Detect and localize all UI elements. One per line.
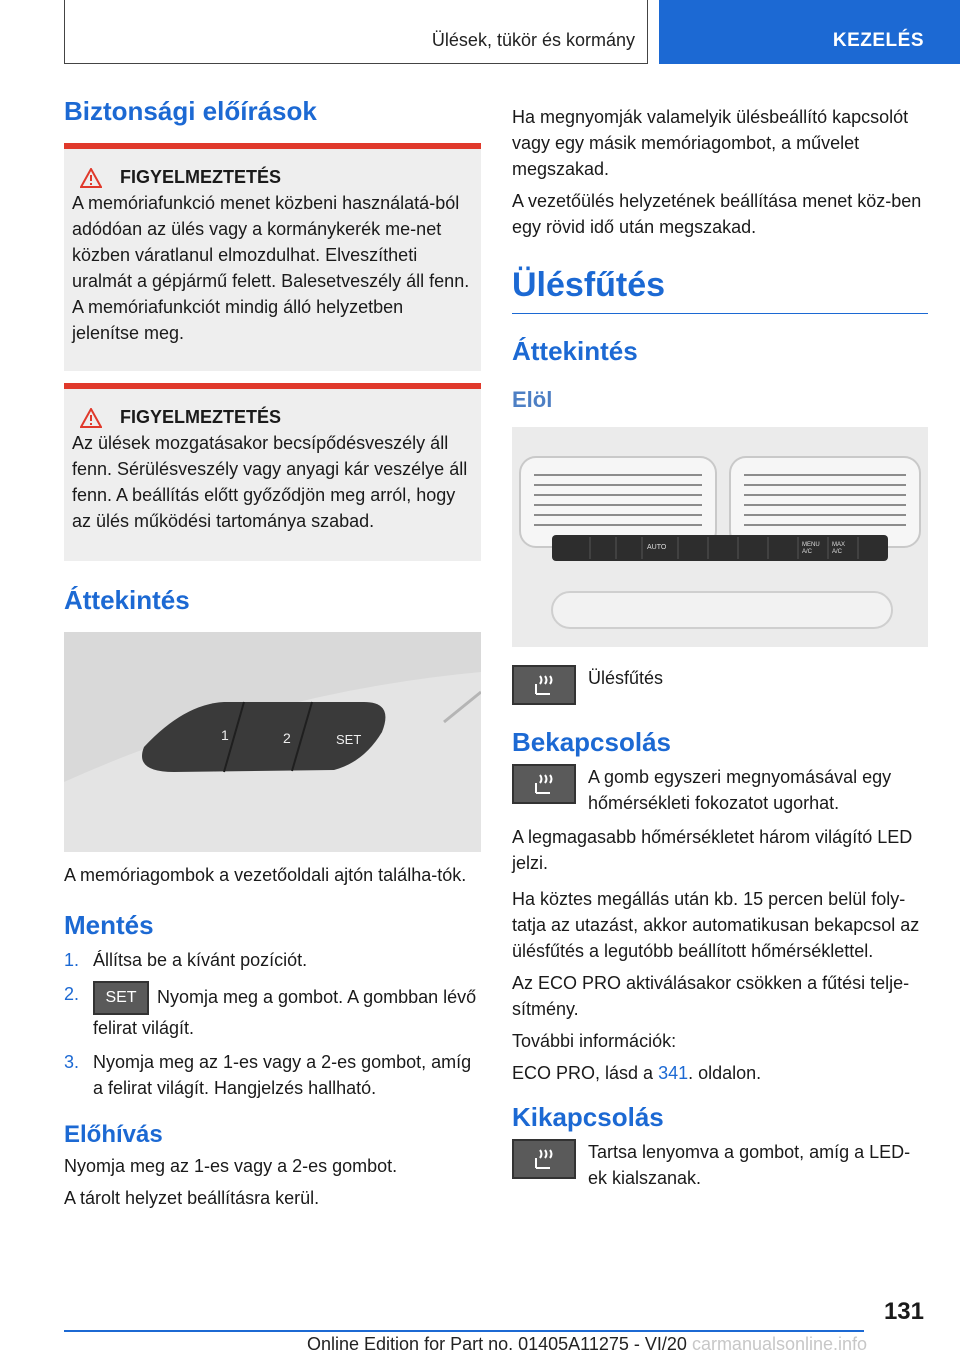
switch-off-icon-text: Tartsa lenyomva a gombot, amíg a LED-ek kialszanak. bbox=[588, 1142, 911, 1188]
warning-triangle-icon bbox=[80, 168, 102, 188]
save-step: 2. SET Nyomja meg a gombot. A gombban lévő felirat világít. bbox=[64, 981, 481, 1041]
switch-off-row bbox=[512, 1139, 928, 1191]
seat-heating-icon bbox=[512, 764, 576, 804]
climate-panel-photo bbox=[512, 427, 928, 647]
recall-text-2: A tárolt helyzet beállításra kerül. bbox=[64, 1188, 320, 1208]
photo-button-1-label: 1 bbox=[221, 727, 229, 743]
panel-auto-label: AUTO bbox=[647, 544, 667, 551]
header-chapter-tab[interactable] bbox=[659, 0, 960, 64]
climate-panel-illustration bbox=[512, 427, 928, 647]
warning-text-1: A memóriafunkció menet közbeni használatá-ból adódóan az ülés vagy a kormánykerék me-net közben váratlanul elmozdulhat. Elveszítheti uralmát a gépjármű felett. Balesetveszély áll fenn. A memóriafunkciót mindig álló helyzetben jelenítse meg. bbox=[72, 193, 470, 343]
switch-on-text-2: Ha köztes megállás után kb. 15 percen belül foly-tatja az utazást, akkor automatikusan bekapcsol az ülésfűtés a legutóbb beállított hőmérséklettel. bbox=[512, 889, 920, 961]
photo-caption: A memóriagombok a vezetőoldali ajtón találha-tók. bbox=[64, 865, 467, 885]
memory-buttons-photo bbox=[64, 632, 481, 852]
interrupt-text-1: Ha megnyomják valamelyik ülésbeállító kapcsolót vagy egy másik memóriagombot, a művelet megszakad. bbox=[512, 107, 909, 179]
set-button-icon: SET bbox=[93, 981, 149, 1015]
overview-heading-left: Áttekintés bbox=[64, 585, 190, 615]
switch-on-text-3: Az ECO PRO aktiválásakor csökken a fűtési telje-sítmény. bbox=[512, 973, 910, 1019]
recall-text-1: Nyomja meg az 1-es vagy a 2-es gombot. bbox=[64, 1156, 398, 1176]
save-step: 3. Nyomja meg az 1-es vagy a 2-es gombot, amíg a felirat világít. Hangjelzés hallható. bbox=[64, 1052, 472, 1098]
right-column bbox=[512, 104, 928, 1199]
page-number: 131 bbox=[883, 1298, 924, 1325]
seat-heating-heading: Ülésfűtés bbox=[512, 266, 928, 314]
warning-box-1 bbox=[64, 143, 481, 371]
photo-button-set-label: SET bbox=[336, 732, 362, 747]
switch-on-row bbox=[512, 764, 928, 816]
photo-button-2-label: 2 bbox=[283, 730, 291, 746]
more-info-label: További információk: bbox=[512, 1031, 677, 1051]
header-section-box bbox=[64, 0, 648, 64]
switch-on-icon-text: A gomb egyszeri megnyomásával egy hőmérsékleti fokozatot ugorhat. bbox=[588, 767, 892, 813]
warning-title-1: FIGYELMEZTETÉS bbox=[72, 167, 473, 188]
seat-heating-icon bbox=[512, 1139, 576, 1179]
recall-heading: Előhívás bbox=[64, 1121, 163, 1148]
eco-pro-page-link[interactable]: 341 bbox=[658, 1063, 689, 1083]
save-step: 1. Állítsa be a kívánt pozíciót. bbox=[64, 950, 308, 970]
warning-title-2: FIGYELMEZTETÉS bbox=[72, 407, 473, 428]
eco-pro-reference: ECO PRO, lásd a 341. oldalon. bbox=[512, 1063, 762, 1083]
safety-heading: Biztonsági előírások bbox=[64, 96, 317, 126]
header-chapter-title: KEZELÉS bbox=[832, 30, 924, 51]
overview-heading-right: Áttekintés bbox=[512, 336, 638, 366]
switch-on-text-1: A legmagasabb hőmérsékletet három világító LED jelzi. bbox=[512, 827, 913, 873]
left-column bbox=[64, 96, 481, 1211]
switch-on-heading: Bekapcsolás bbox=[512, 727, 671, 757]
footer-watermark: carmanualsonline.info bbox=[691, 1334, 868, 1354]
warning-text-2: Az ülések mozgatásakor becsípődésveszély áll fenn. Sérülésveszély vagy anyagi kár veszélye áll fenn. A beállítás előtt győződjön meg arról, hogy az ülés működési tartománya szabad. bbox=[72, 433, 468, 531]
footer-edition: Online Edition for Part no. 01405A11275 - VI/20 carmanualsonline.info bbox=[307, 1334, 868, 1354]
interrupt-text-2: A vezetőülés helyzetének beállítása menet köz-ben egy rövid idő után megszakad. bbox=[512, 191, 922, 237]
warning-triangle-icon bbox=[80, 408, 102, 428]
switch-off-heading: Kikapcsolás bbox=[512, 1102, 664, 1132]
warning-box-2 bbox=[64, 383, 481, 561]
save-heading: Mentés bbox=[64, 910, 154, 940]
door-panel-illustration bbox=[64, 632, 481, 852]
header-section-title: Ülések, tükör és kormány bbox=[431, 30, 635, 50]
seat-heating-legend-row bbox=[512, 665, 928, 705]
panel-menu-ac-label: MENU A/C bbox=[802, 542, 820, 555]
save-steps-list bbox=[64, 947, 481, 1101]
footer-divider bbox=[64, 1330, 864, 1332]
seat-heating-icon bbox=[512, 665, 576, 705]
front-heading: Elöl bbox=[512, 387, 553, 412]
panel-max-ac-label: MAX A/C bbox=[832, 542, 846, 555]
seat-heating-legend-text: Ülésfűtés bbox=[588, 668, 664, 688]
